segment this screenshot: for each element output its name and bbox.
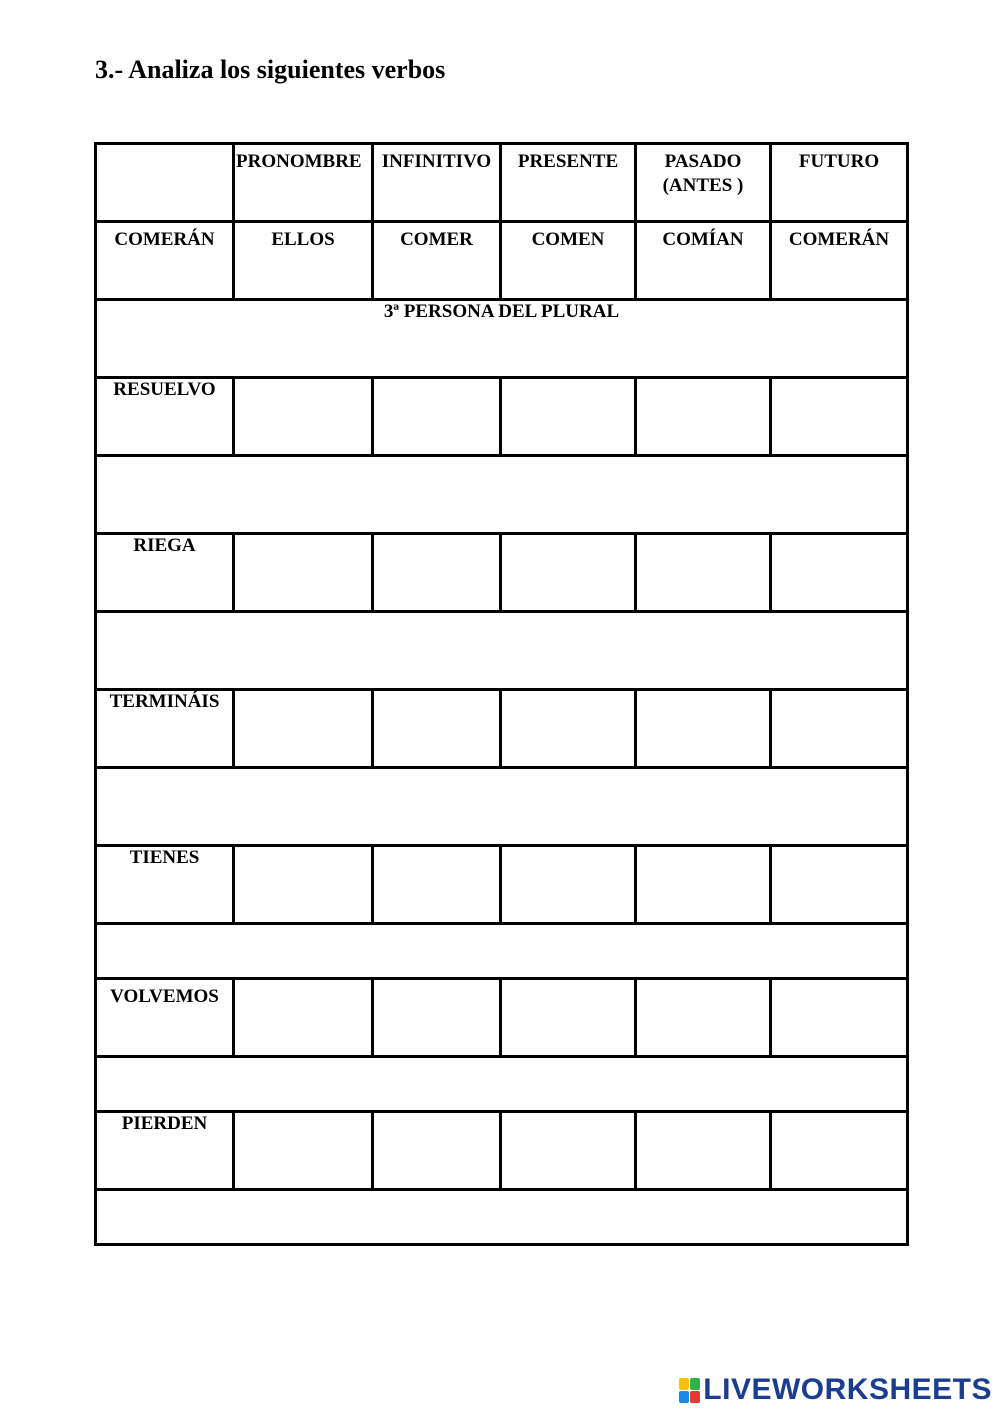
example-cell-infinitivo: COMER — [373, 222, 501, 300]
answer-cell-persona[interactable] — [96, 1190, 908, 1245]
answer-cell-persona[interactable] — [96, 768, 908, 846]
logo-mark-tile — [690, 1391, 700, 1403]
liveworksheets-logo — [679, 1373, 992, 1407]
answer-cell-infinitivo[interactable] — [373, 690, 501, 768]
verb-analysis-table — [94, 142, 909, 1246]
table-header-row — [96, 144, 908, 222]
header-cell-pronombre: PRONOMBRE — [234, 144, 373, 222]
answer-cell-futuro[interactable] — [771, 378, 908, 456]
answer-cell-presente[interactable] — [501, 378, 636, 456]
table-row — [96, 846, 908, 924]
answer-cell-pronombre[interactable] — [234, 979, 373, 1057]
header-cell-presente: PRESENTE — [501, 144, 636, 222]
verb-label: TERMINÁIS — [96, 690, 234, 768]
note-row — [96, 612, 908, 690]
header-cell-verb — [96, 144, 234, 222]
header-cell-pasado — [636, 144, 771, 222]
logo-mark-tile — [679, 1391, 689, 1403]
answer-cell-pasado[interactable] — [636, 690, 771, 768]
answer-cell-futuro[interactable] — [771, 690, 908, 768]
answer-cell-presente[interactable] — [501, 690, 636, 768]
worksheet-title: 3.- Analiza los siguientes verbos — [95, 55, 446, 84]
header-cell-futuro: FUTURO — [771, 144, 908, 222]
answer-cell-presente[interactable] — [501, 534, 636, 612]
answer-cell-pronombre[interactable] — [234, 846, 373, 924]
answer-cell-infinitivo[interactable] — [373, 378, 501, 456]
answer-cell-pronombre[interactable] — [234, 534, 373, 612]
logo-mark-icon — [679, 1378, 700, 1403]
verb-label: PIERDEN — [96, 1112, 234, 1190]
answer-cell-pasado[interactable] — [636, 534, 771, 612]
table-row — [96, 534, 908, 612]
answer-cell-persona[interactable] — [96, 612, 908, 690]
table-row — [96, 979, 908, 1057]
answer-cell-infinitivo[interactable] — [373, 1112, 501, 1190]
header-cell-infinitivo: INFINITIVO — [373, 144, 501, 222]
header-pasado-line-1: PASADO — [664, 151, 742, 172]
answer-cell-infinitivo[interactable] — [373, 534, 501, 612]
table-row — [96, 378, 908, 456]
logo-mark-tile — [690, 1378, 700, 1390]
answer-cell-infinitivo[interactable] — [373, 846, 501, 924]
answer-cell-pasado[interactable] — [636, 846, 771, 924]
example-row — [96, 222, 908, 300]
table-row — [96, 1112, 908, 1190]
verb-label: TIENES — [96, 846, 234, 924]
answer-cell-presente[interactable] — [501, 1112, 636, 1190]
note-row — [96, 456, 908, 534]
answer-cell-persona[interactable] — [96, 456, 908, 534]
answer-cell-infinitivo[interactable] — [373, 979, 501, 1057]
logo-text: LIVEWORKSHEETS — [703, 1373, 992, 1406]
table-row — [96, 690, 908, 768]
example-note: 3ª PERSONA DEL PLURAL — [96, 300, 908, 378]
example-note-row — [96, 300, 908, 378]
answer-cell-persona[interactable] — [96, 924, 908, 979]
verb-label: RESUELVO — [96, 378, 234, 456]
answer-cell-pronombre[interactable] — [234, 1112, 373, 1190]
note-row — [96, 924, 908, 979]
note-row — [96, 1190, 908, 1245]
verb-label: RIEGA — [96, 534, 234, 612]
example-cell-verb: COMERÁN — [96, 222, 234, 300]
example-cell-pronombre: ELLOS — [234, 222, 373, 300]
example-cell-pasado: COMÍAN — [636, 222, 771, 300]
answer-cell-futuro[interactable] — [771, 846, 908, 924]
note-row — [96, 768, 908, 846]
example-cell-futuro: COMERÁN — [771, 222, 908, 300]
answer-cell-pronombre[interactable] — [234, 378, 373, 456]
answer-cell-pronombre[interactable] — [234, 690, 373, 768]
note-row — [96, 1057, 908, 1112]
logo-mark-tile — [679, 1378, 689, 1390]
answer-cell-presente[interactable] — [501, 979, 636, 1057]
header-pasado-line-2: (ANTES ) — [662, 175, 744, 196]
verb-label: VOLVEMOS — [96, 979, 234, 1057]
answer-cell-presente[interactable] — [501, 846, 636, 924]
answer-cell-pasado[interactable] — [636, 378, 771, 456]
answer-cell-futuro[interactable] — [771, 534, 908, 612]
answer-cell-pasado[interactable] — [636, 1112, 771, 1190]
answer-cell-pasado[interactable] — [636, 979, 771, 1057]
answer-cell-futuro[interactable] — [771, 1112, 908, 1190]
answer-cell-futuro[interactable] — [771, 979, 908, 1057]
example-cell-presente: COMEN — [501, 222, 636, 300]
answer-cell-persona[interactable] — [96, 1057, 908, 1112]
